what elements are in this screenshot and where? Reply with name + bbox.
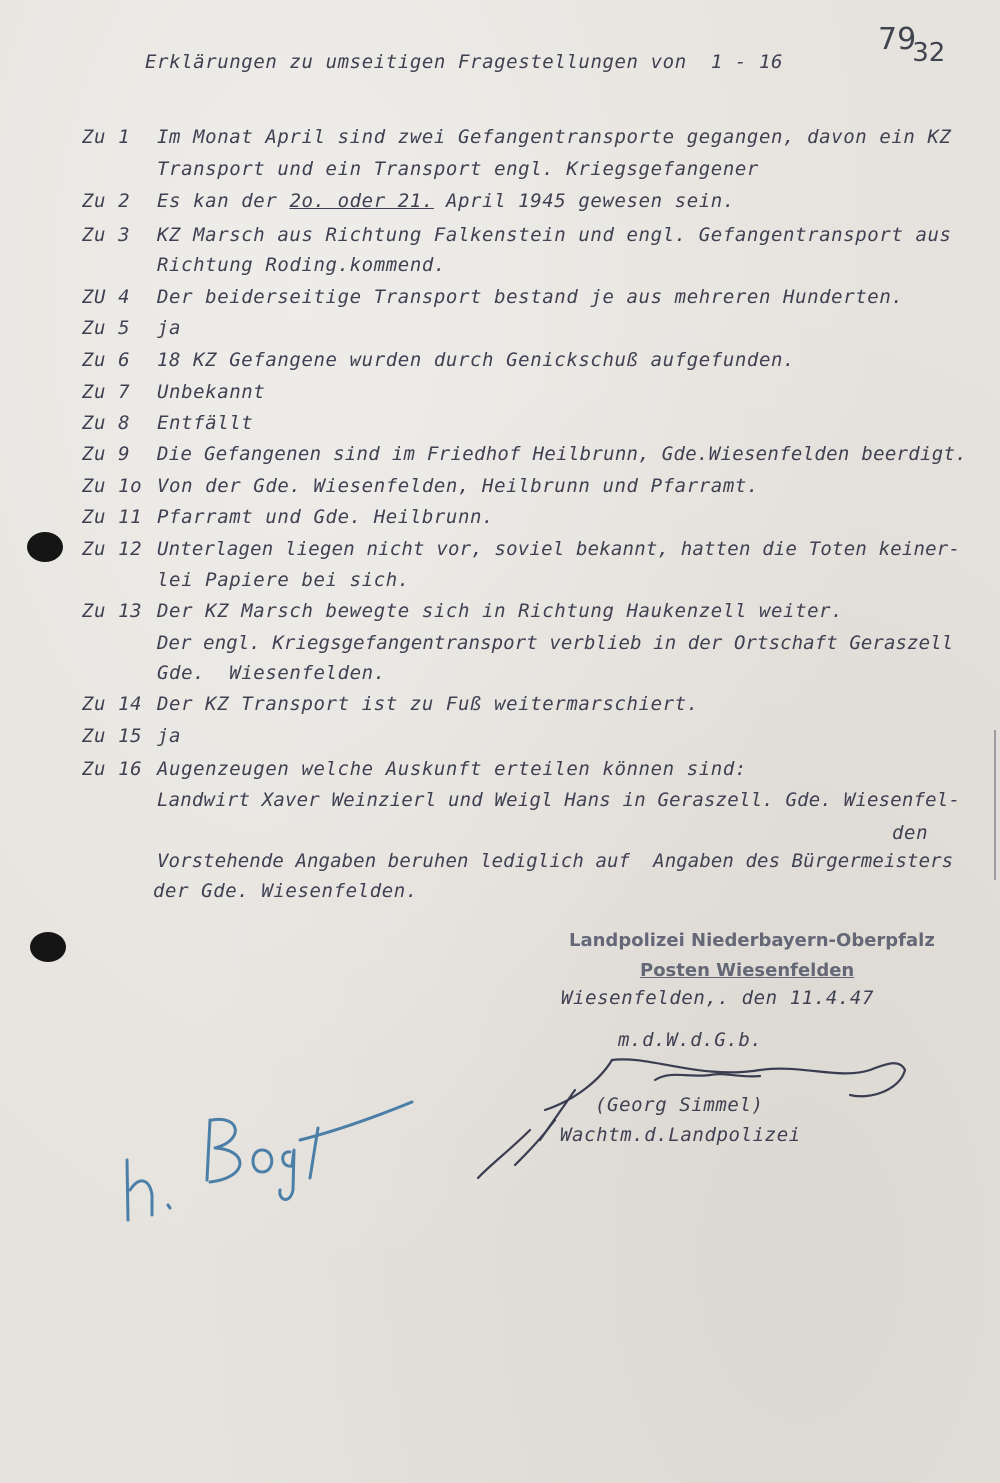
entry-label: Zu 6 [82, 349, 131, 371]
entry-line: ja [157, 725, 182, 747]
entry-line: Landwirt Xaver Weinzierl und Weigl Hans in Geraszell. Gde. Wiesenfel- [157, 789, 961, 811]
entry-label: Zu 7 [82, 381, 131, 403]
folio-main: 79 [878, 22, 917, 57]
entry-line: 18 KZ Gefangene wurden durch Genickschuß aufgefunden. [157, 349, 796, 371]
entry-label: Zu 2 [82, 190, 131, 212]
entry-line: Entfällt [157, 412, 254, 434]
place-date: Wiesenfelden,. den 11.4.47 [561, 987, 875, 1009]
entry-label: Zu 1o [82, 475, 143, 497]
entry-line: Augenzeugen welche Auskunft erteilen können sind: [157, 758, 747, 780]
entry-line: lei Papiere bei sich. [157, 569, 410, 591]
entry-line: Im Monat April sind zwei Gefangentransporte gegangen, davon ein KZ [157, 126, 952, 148]
document-heading: Erklärungen zu umseitigen Fragestellungen von 1 - 16 [145, 51, 784, 73]
entry-label: Zu 3 [82, 224, 131, 246]
closing-line: der Gde. Wiesenfelden. [153, 880, 418, 902]
entry-label: Zu 8 [82, 412, 131, 434]
entry-label: Zu 11 [82, 506, 143, 528]
entry-text-pre: Es kan der [157, 190, 290, 212]
signatory-name: (Georg Simmel) [595, 1094, 764, 1116]
entry-line: Der KZ Transport ist zu Fuß weitermarschiert. [157, 693, 699, 715]
entry-label: Zu 12 [82, 538, 143, 560]
entry-line: ja [157, 317, 182, 339]
entry-label: Zu 16 [82, 758, 143, 780]
police-stamp-line1: Landpolizei Niederbayern-Oberpfalz [569, 930, 935, 951]
entry-label: ZU 4 [82, 286, 131, 308]
entry-line: Unbekannt [157, 381, 266, 403]
signatory-rank: Wachtm.d.Landpolizei [560, 1124, 801, 1146]
entry-label: Zu 9 [82, 443, 131, 465]
entry-line: KZ Marsch aus Richtung Falkenstein und engl. Gefangentransport aus [157, 224, 952, 246]
continuation-text: den [892, 822, 929, 844]
entry-text-post: April 1945 gewesen sein. [433, 190, 735, 212]
entry-label: Zu 15 [82, 725, 143, 747]
entry-line: Der beiderseitige Transport bestand je aus mehreren Hunderten. [157, 286, 904, 308]
entry-label: Zu 13 [82, 600, 143, 622]
entry-line: Pfarramt und Gde. Heilbrunn. [157, 506, 495, 528]
entry-label: Zu 14 [82, 693, 143, 715]
handwritten-annotation [127, 1102, 412, 1220]
annotation-text: h. Bogt [130, 1200, 135, 1201]
entry-line: Gde. Wiesenfelden. [157, 662, 386, 684]
underlined-date: 2o. oder 21. [289, 190, 434, 212]
entry-line: Von der Gde. Wiesenfelden, Heilbrunn und Pfarramt. [157, 475, 759, 497]
entry-label: Zu 5 [82, 317, 131, 339]
entry-line: Transport und ein Transport engl. Kriegsgefangener [157, 158, 759, 180]
entry-line: Richtung Roding.kommend. [157, 254, 446, 276]
mdwdgb: m.d.W.d.G.b. [618, 1029, 763, 1051]
entry-line: Die Gefangenen sind im Friedhof Heilbrunn, Gde.Wiesenfelden beerdigt. [157, 443, 967, 465]
entry-line: Der engl. Kriegsgefangentransport verblieb in der Ortschaft Geraszell [157, 632, 954, 654]
handwritten-signature [478, 1059, 905, 1178]
entry-line: Unterlagen liegen nicht vor, soviel bekannt, hatten die Toten keiner- [157, 538, 961, 560]
entry-line: Der KZ Marsch bewegte sich in Richtung Haukenzell weiter. [157, 600, 844, 622]
folio-sub: 32 [912, 38, 946, 68]
police-stamp-line2: Posten Wiesenfelden [640, 960, 855, 981]
closing-line: Vorstehende Angaben beruhen lediglich auf Angaben des Bürgermeisters [157, 850, 954, 872]
entry-label: Zu 1 [82, 126, 131, 148]
